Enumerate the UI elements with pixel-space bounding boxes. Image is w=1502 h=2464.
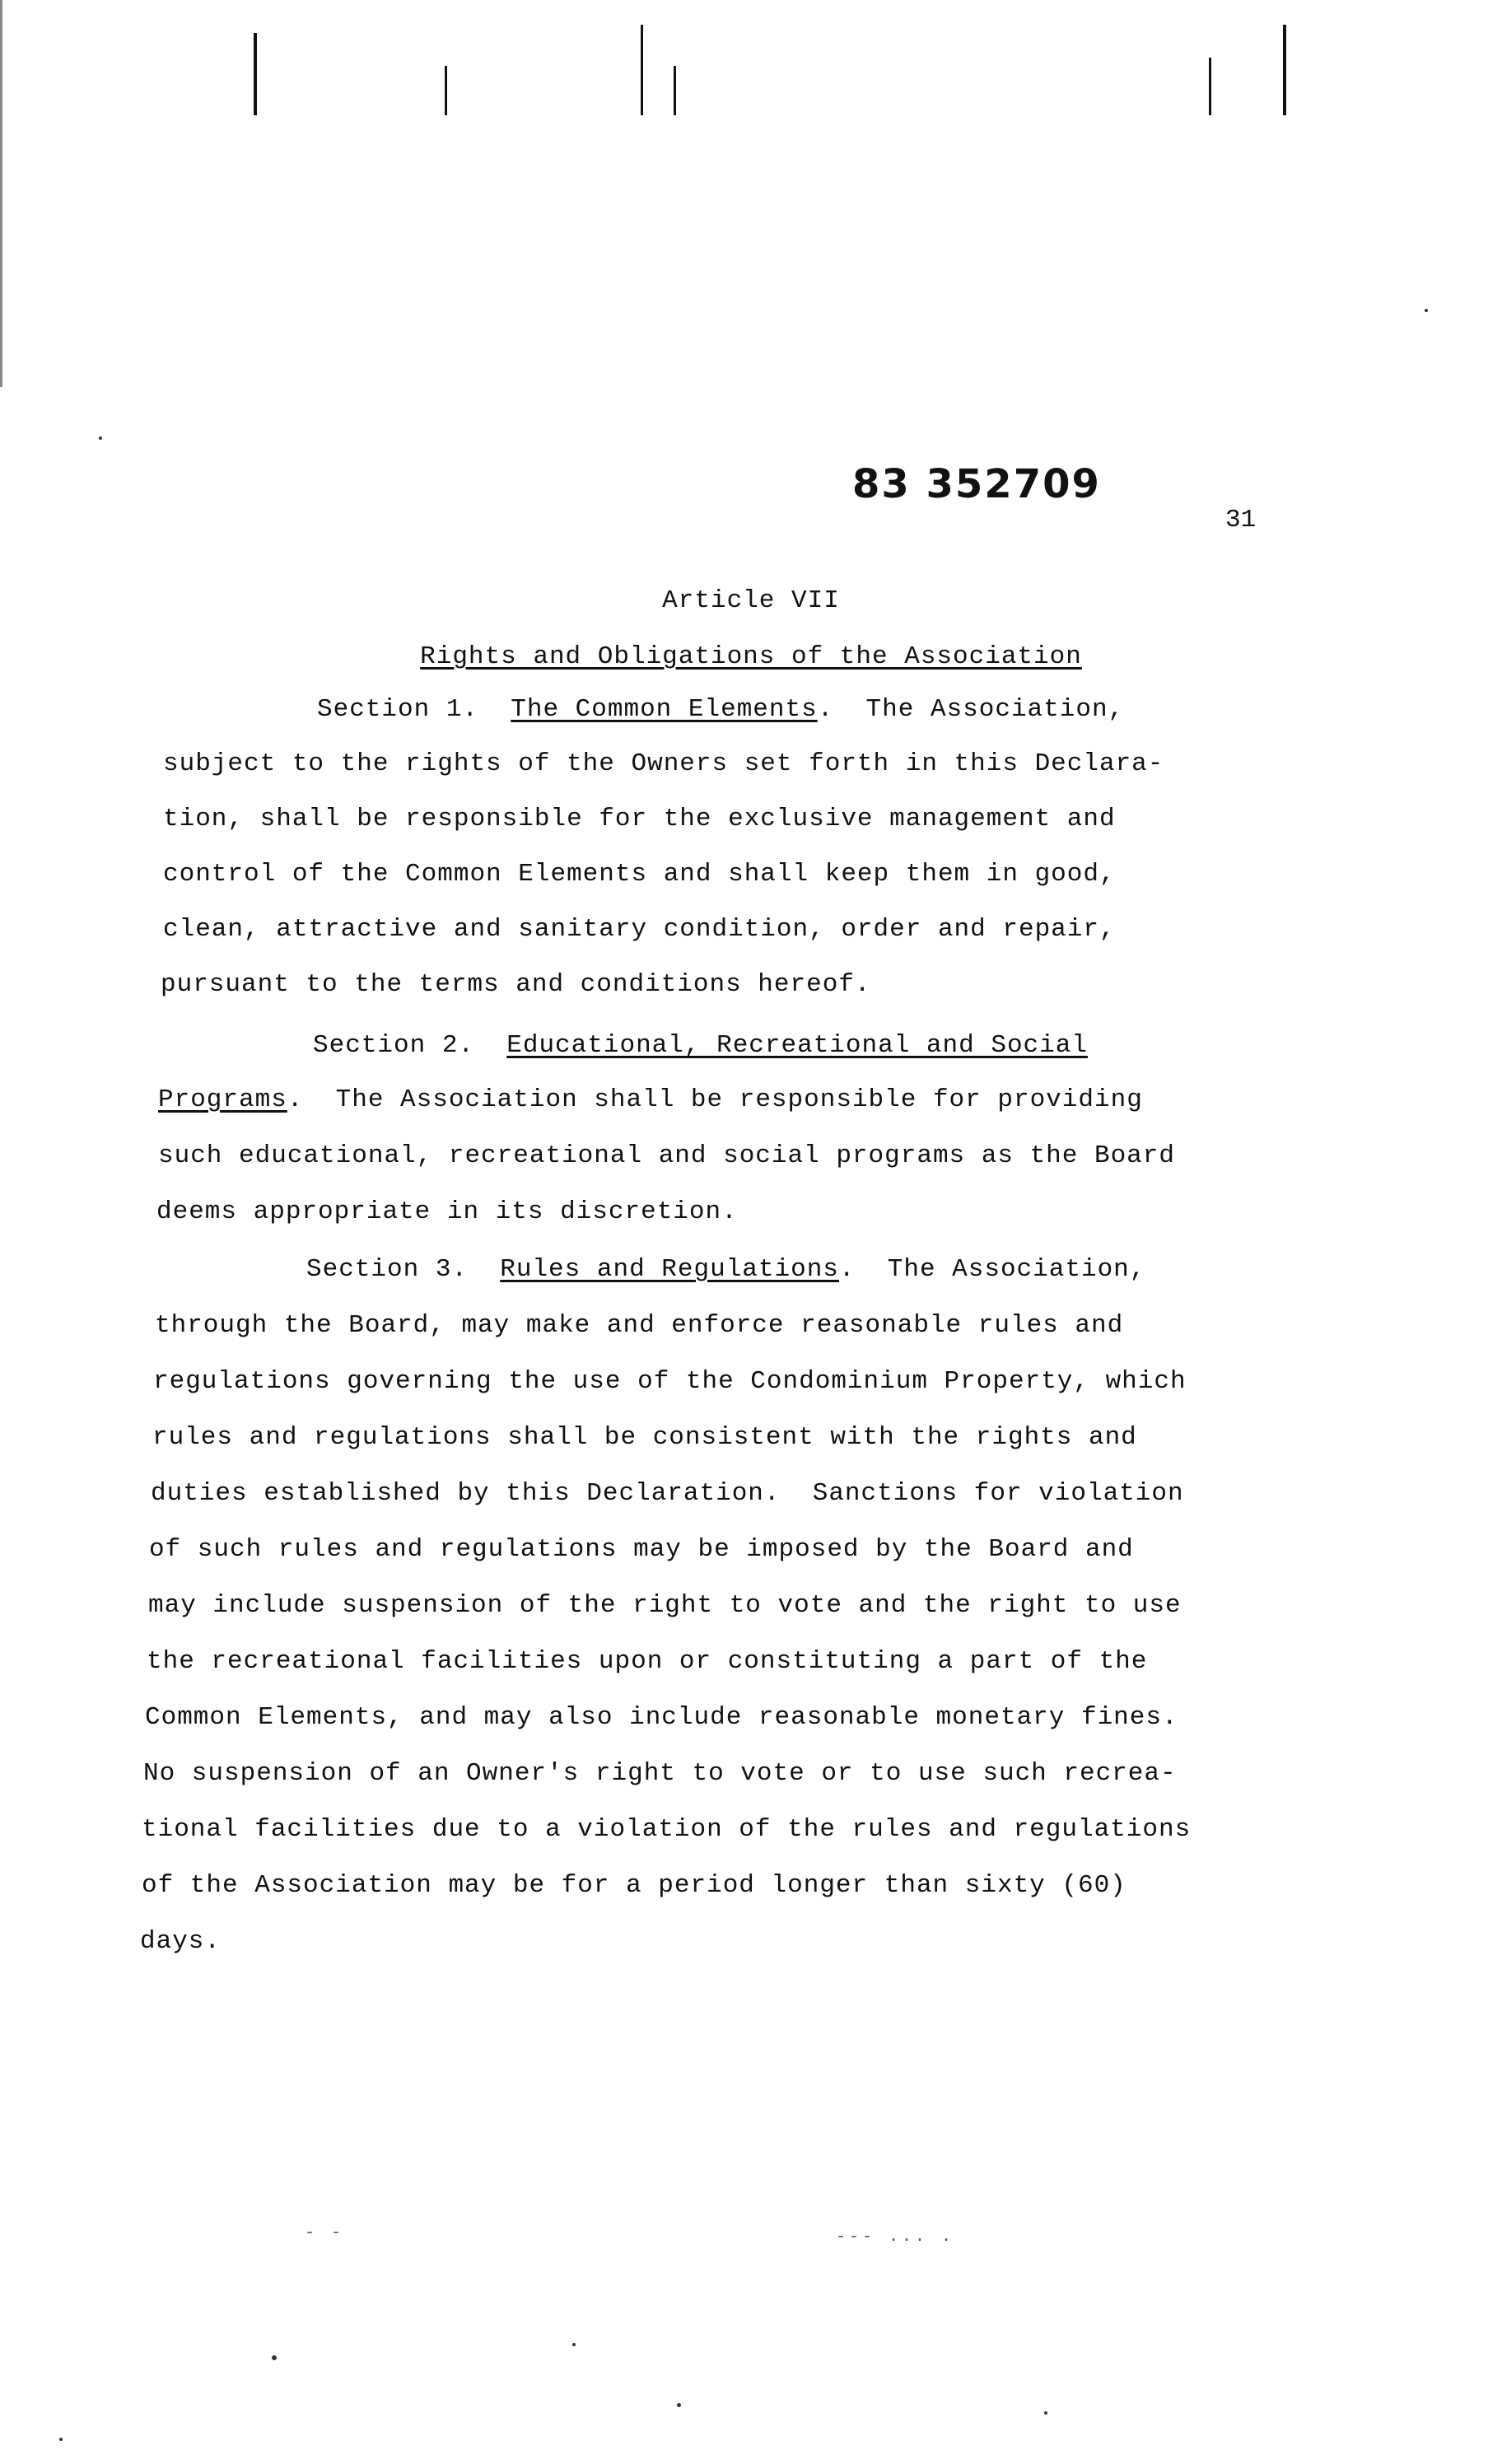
scan-speck (677, 2403, 681, 2407)
section-3-line: regulations governing the use of the Condominium Property, which (153, 1367, 1187, 1396)
scan-edge-line (0, 0, 2, 387)
page-number: 31 (1225, 506, 1257, 534)
scan-speck (572, 2343, 576, 2346)
section-2-title: Educational, Recreational and Social (506, 1031, 1088, 1060)
section-3-line: may include suspension of the right to vote and the right to use (148, 1591, 1182, 1620)
scan-bar (1283, 25, 1286, 115)
section-2-label: Section 2. (313, 1031, 475, 1060)
section-3-line: days. (140, 1927, 222, 1956)
footer-marks-center: --- ... . (836, 2228, 955, 2247)
section-3-line: of such rules and regulations may be imposed by the Board and (149, 1535, 1134, 1564)
section-3-heading: Section 3. Rules and Regulations. The Association, (306, 1255, 1146, 1284)
scan-speck (1044, 2411, 1047, 2415)
section-1-line: clean, attractive and sanitary condition, order and repair, (163, 915, 1116, 944)
article-heading: Rights and Obligations of the Association (420, 642, 1082, 671)
scan-bar (445, 66, 447, 115)
section-2-line: Programs. The Association shall be responsible for providing (158, 1085, 1143, 1114)
scan-speck (1425, 309, 1428, 312)
section-3-line: of the Association may be for a period longer than sixty (60) (142, 1871, 1126, 1900)
section-2-text: The Association shall be responsible for providing (335, 1085, 1143, 1114)
section-2-line: such educational, recreational and social programs as the Board (158, 1141, 1175, 1170)
scan-bar (641, 25, 643, 115)
section-3-line: Common Elements, and may also include reasonable monetary fines. (145, 1703, 1178, 1732)
scan-bar (674, 66, 676, 115)
section-3-label: Section 3. (306, 1255, 469, 1284)
section-3-line: No suspension of an Owner's right to vote or to use such recrea- (143, 1759, 1177, 1788)
article-title: Article VII (662, 586, 840, 615)
section-3-line: the recreational facilities upon or constituting a part of the (147, 1647, 1148, 1676)
section-1-label: Section 1. (317, 695, 479, 724)
scan-speck (59, 2438, 63, 2441)
section-1-line: pursuant to the terms and conditions hereof. (161, 970, 871, 999)
scan-bar (254, 33, 257, 115)
section-3-line: duties established by this Declaration. Sanctions for violation (151, 1479, 1184, 1508)
section-1-line: tion, shall be responsible for the exclusive management and (163, 805, 1116, 833)
section-1-text: The Association, (865, 695, 1125, 724)
section-2-line: deems appropriate in its discretion. (156, 1197, 738, 1226)
document-number: 83 352709 (852, 461, 1101, 507)
scan-speck (99, 436, 102, 440)
section-1-line: control of the Common Elements and shall keep them in good, (163, 860, 1116, 889)
section-2-title-cont: Programs (158, 1085, 287, 1114)
scan-bar (1209, 58, 1211, 115)
section-3-line: rules and regulations shall be consistent with the rights and (152, 1423, 1137, 1452)
section-2-heading (313, 1029, 1088, 1062)
section-3-line: through the Board, may make and enforce reasonable rules and (155, 1311, 1124, 1340)
section-3-title: Rules and Regulations (500, 1255, 839, 1284)
footer-marks-left: - - (305, 2224, 345, 2242)
section-1-line: subject to the rights of the Owners set forth in this Declara- (163, 749, 1164, 778)
scan-speck (272, 2355, 277, 2360)
section-3-line: tional facilities due to a violation of the rules and regulations (142, 1815, 1192, 1844)
section-1-title: The Common Elements (511, 695, 818, 724)
section-1-heading: Section 1. The Common Elements. The Association, (317, 695, 1125, 724)
section-3-text: The Association, (887, 1255, 1146, 1284)
